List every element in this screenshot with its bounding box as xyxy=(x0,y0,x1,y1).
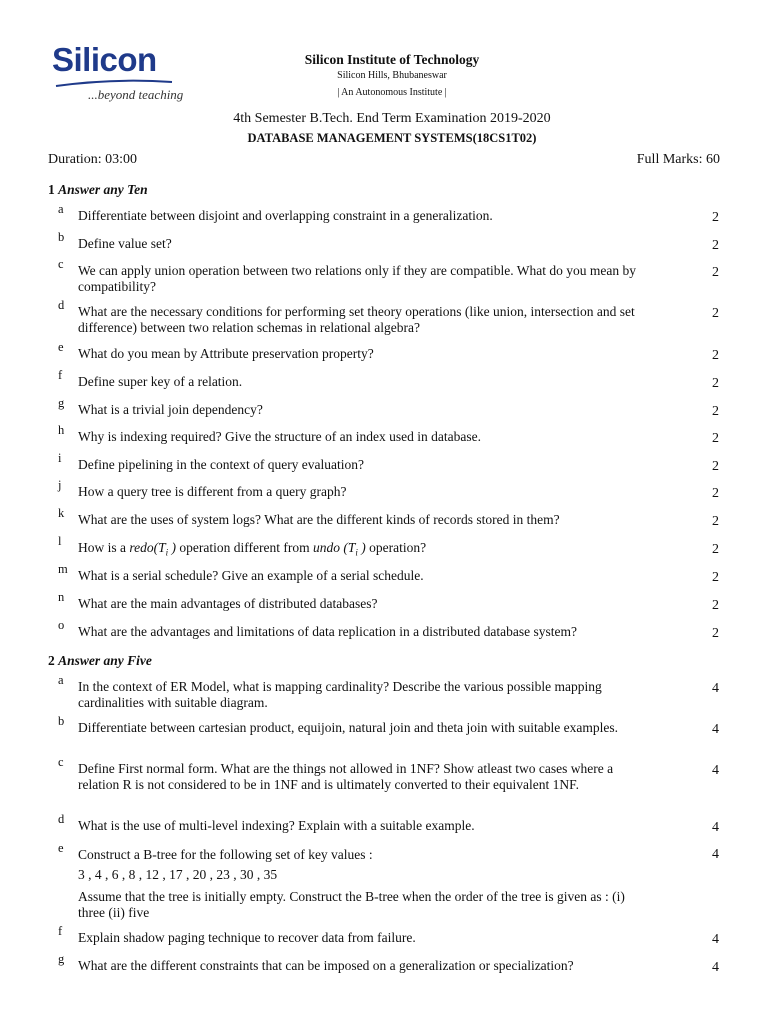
redo-term xyxy=(129,540,177,558)
duration: Duration: 03:00 xyxy=(48,152,138,167)
question-letter: c xyxy=(58,257,64,271)
question-letter: g xyxy=(58,396,65,410)
question-text: What do you mean by Attribute preservation property? xyxy=(78,346,374,361)
question-text: Define First normal form. What are the things not allowed in 1NF? Show atleast two cases where a relation R is not considered to be in 1NF and is ultimately converted to their equivalent 1NF. xyxy=(78,761,614,792)
question-letter: b xyxy=(58,230,65,244)
question-text: Define super key of a relation. xyxy=(78,374,243,389)
undo-close: ) xyxy=(357,540,366,555)
question-letter: c xyxy=(58,755,64,769)
undo-term xyxy=(312,540,366,558)
question-marks: 4 xyxy=(712,847,719,862)
question-text xyxy=(78,540,638,561)
question-marks: 2 xyxy=(712,265,719,280)
redo-label: redo(T xyxy=(129,540,166,555)
question-letter: f xyxy=(58,924,63,938)
question-letter: n xyxy=(58,590,65,604)
question-marks: 2 xyxy=(712,514,719,529)
question-text: Differentiate between disjoint and overlapping constraint in a generalization. xyxy=(78,208,493,223)
section-2-heading xyxy=(48,653,152,669)
question-letter: a xyxy=(58,673,64,687)
question-letter: l xyxy=(58,534,62,548)
section-number: 1 xyxy=(48,182,55,197)
question-extra-text: Assume that the tree is initially empty. Construct the B-tree when the order of the tree is given as : (i) three (ii) five xyxy=(78,889,625,920)
question-text: Construct a B-tree for the following set of key values : xyxy=(78,847,373,862)
logo-wordmark: Silicon xyxy=(52,41,157,78)
question-letter: e xyxy=(58,841,64,855)
text-part: How is a xyxy=(78,540,130,555)
question-letter: h xyxy=(58,423,65,437)
question-letter: d xyxy=(58,298,65,312)
question-letter: f xyxy=(58,368,63,382)
question-text: In the context of ER Model, what is mapping cardinality? Describe the various possible mapping cardinalities with suitable diagram. xyxy=(78,679,602,710)
section-title: Answer any Ten xyxy=(58,182,148,197)
question-marks: 4 xyxy=(712,763,719,778)
question-text: Why is indexing required? Give the structure of an index used in database. xyxy=(78,429,481,444)
question-letter: b xyxy=(58,714,65,728)
question-text: What are the advantages and limitations of data replication in a distributed database system? xyxy=(78,624,577,639)
question-text: What are the main advantages of distributed databases? xyxy=(78,596,378,611)
question-marks: 2 xyxy=(712,570,719,585)
question-marks: 4 xyxy=(712,932,719,947)
question-letter: d xyxy=(58,812,65,826)
question-marks: 2 xyxy=(712,626,719,641)
course-title: DATABASE MANAGEMENT SYSTEMS(18CS1T02) xyxy=(247,131,537,145)
section-number: 2 xyxy=(48,653,55,668)
question-text: What is a serial schedule? Give an example of a serial schedule. xyxy=(78,568,424,583)
institute-location: Silicon Hills, Bhubaneswar xyxy=(337,70,447,81)
question-marks: 2 xyxy=(712,431,719,446)
question-text: What are the necessary conditions for performing set theory operations (like union, intersection and set difference) between two relation schemas in relational algebra? xyxy=(78,304,635,335)
text-part: operation different from xyxy=(176,540,313,555)
undo-label: undo (T xyxy=(312,540,356,555)
redo-close: ) xyxy=(168,540,177,555)
question-letter: k xyxy=(58,506,65,520)
question-marks: 2 xyxy=(712,376,719,391)
question-text: We can apply union operation between two relations only if they are compatible. What do you mean by compatibility? xyxy=(78,263,636,294)
question-letter: g xyxy=(58,952,65,966)
logo-tagline: ...beyond teaching xyxy=(88,87,184,102)
question-marks: 4 xyxy=(712,722,719,737)
redo-subscript: i xyxy=(165,547,169,558)
question-marks: 2 xyxy=(712,306,719,321)
institute-status: | An Autonomous Institute | xyxy=(337,87,447,98)
question-marks: 2 xyxy=(712,486,719,501)
question-text: Define value set? xyxy=(78,236,172,251)
question-marks: 2 xyxy=(712,348,719,363)
question-text: Explain shadow paging technique to recover data from failure. xyxy=(78,930,416,945)
question-text: What are the different constraints that can be imposed on a generalization or specialization? xyxy=(78,958,574,973)
question-letter: m xyxy=(58,562,68,576)
question-letter: e xyxy=(58,340,64,354)
question-marks: 4 xyxy=(712,960,719,975)
question-marks: 4 xyxy=(712,681,719,696)
exam-title: 4th Semester B.Tech. End Term Examination 2019-2020 xyxy=(233,111,551,126)
question-marks: 2 xyxy=(712,598,719,613)
question-text: What is the use of multi-level indexing? Explain with a suitable example. xyxy=(78,818,475,833)
institute-name: Silicon Institute of Technology xyxy=(304,52,480,67)
question-text: Differentiate between cartesian product, equijoin, natural join and theta join with suitable examples. xyxy=(78,720,618,735)
question-marks: 2 xyxy=(712,459,719,474)
undo-subscript: i xyxy=(355,547,358,558)
full-marks: Full Marks: 60 xyxy=(636,152,720,167)
section-title: Answer any Five xyxy=(58,653,152,668)
question-keys: 3 , 4 , 6 , 8 , 12 , 17 , 20 , 23 , 30 , 35 xyxy=(78,867,278,882)
question-marks: 2 xyxy=(712,238,719,253)
section-1-heading xyxy=(48,182,148,198)
question-text: Define pipelining in the context of query evaluation? xyxy=(78,457,365,472)
question-letter: o xyxy=(58,618,65,632)
question-text: What are the uses of system logs? What are the different kinds of records stored in them? xyxy=(78,512,560,527)
question-marks: 2 xyxy=(712,210,719,225)
question-text: What is a trivial join dependency? xyxy=(78,402,263,417)
text-part: operation? xyxy=(365,540,427,555)
question-marks: 2 xyxy=(712,542,719,557)
question-marks: 2 xyxy=(712,404,719,419)
question-letter: a xyxy=(58,202,64,216)
question-letter: j xyxy=(58,478,62,492)
question-text: How a query tree is different from a query graph? xyxy=(78,484,347,499)
question-letter: i xyxy=(58,451,62,465)
question-marks: 4 xyxy=(712,820,719,835)
